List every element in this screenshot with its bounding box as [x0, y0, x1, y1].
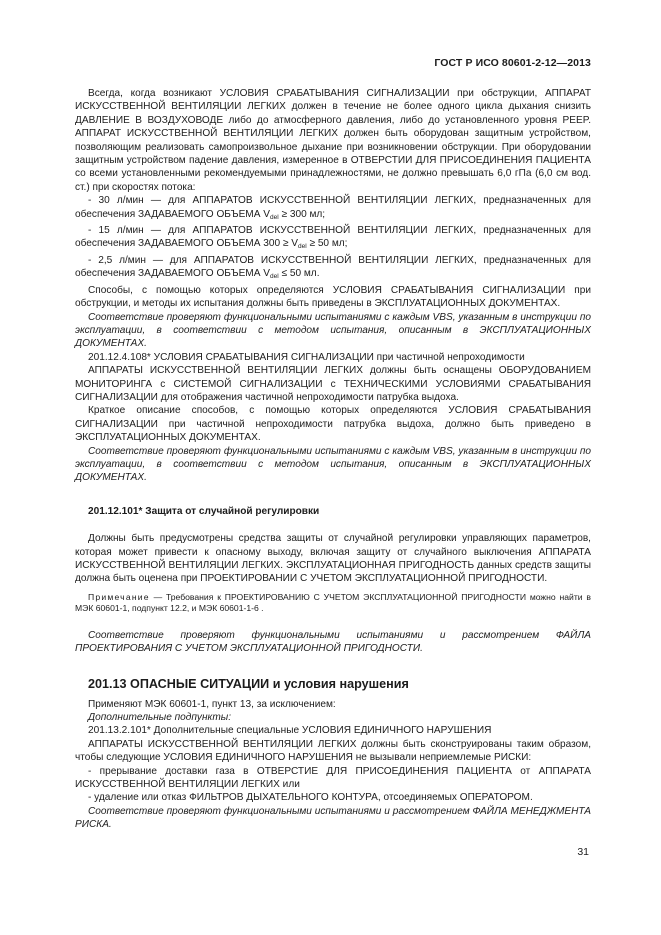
paragraph-alarm-obstruction: Всегда, когда возникают УСЛОВИЯ СРАБАТЫВАНИЯ СИГНАЛИЗАЦИИ при обструкции, АППАРАТ ИСКУССТВЕННОЙ ВЕНТИЛЯЦИИ ЛЕГКИХ должен в течение не более одного цикла дыхания снизить ДАВЛЕНИЕ В ВОЗДУХОВОДЕ либо до атмосферного давления, либо до установленного уровня PEEP. АППАРАТ ИСКУССТВЕННОЙ ВЕНТИЛЯЦИИ ЛЕГКИХ должен быть оборудован защитным устройством, позволяющим реализовать самопроизвольное дыхание при возникновении обструкции. При оборудовании защитным устройством падение давления, измеренное в ОТВЕРСТИИ ДЛЯ ПРИСОЕДИНЕНИЯ ПАЦИЕНТА со всеми установленными рекомендуемыми принадлежностями, не должно превышать 6,0 гПа (6,0 см вод. ст.) при скоростях потока:	[75, 88, 591, 193]
section-heading: 201.13 ОПАСНЫЕ СИТУАЦИИ и условия нарушения	[88, 676, 409, 691]
note: Примечание — Требования к ПРОЕКТИРОВАНИЮ С УЧЕТОМ ЭКСПЛУАТАЦИОННОЙ ПРИГОДНОСТИ можно найти в МЭК 60601-1, подпункт 12.2, и МЭК 60601-1-6 .	[75, 591, 591, 614]
paragraph-single-fault: АППАРАТЫ ИСКУССТВЕННОЙ ВЕНТИЛЯЦИИ ЛЕГКИХ должны быть сконструированы таким образом, чтобы следующие УСЛОВИЯ ЕДИНИЧНОГО НАРУШЕНИЯ не вызывали неприемлемые РИСКИ:	[75, 738, 591, 764]
paragraph-monitoring: АППАРАТЫ ИСКУССТВЕННОЙ ВЕНТИЛЯЦИИ ЛЕГКИХ должны быть оснащены ОБОРУДОВАНИЕМ МОНИТОРИНГА с СИСТЕМОЙ СИГНАЛИЗАЦИИ с ТЕХНИЧЕСКИМИ УСЛОВИЯМИ СРАБАТЫВАНИЯ СИГНАЛИЗАЦИИ для отображения частичной непроходимости патрубка выдоха.	[75, 365, 591, 403]
list-item-removal: - удаление или отказ ФИЛЬТРОВ ДЫХАТЕЛЬНОГО КОНТУРА, отсоединяемых ОПЕРАТОРОМ.	[88, 792, 533, 804]
standard-header: ГОСТ Р ИСО 80601-2-12—2013	[434, 57, 591, 69]
clause-201-13-2-101: 201.13.2.101* Дополнительные специальные УСЛОВИЯ ЕДИНИЧНОГО НАРУШЕНИЯ	[88, 725, 492, 737]
compliance-check-4: Соответствие проверяют функциональными испытаниями и рассмотрением ФАЙЛА МЕНЕДЖМЕНТА РИСКА.	[75, 805, 591, 831]
page-number: 31	[577, 846, 589, 858]
list-item-2-5: - 2,5 л/мин — для АППАРАТОВ ИСКУССТВЕННОЙ ВЕНТИЛЯЦИИ ЛЕГКИХ, предназначенных для обеспечения ЗАДАВАЕМОГО ОБЪЕМА Vdel ≤ 50 мл.	[75, 254, 591, 281]
compliance-check-2: Соответствие проверяют функциональными испытаниями с каждым VBS, указанным в инструкции по эксплуатации, в соответствии с методом испытания, описанным в ЭКСПЛУАТАЦИОННЫХ ДОКУМЕНТАХ.	[75, 445, 591, 484]
list-item-15: - 15 л/мин — для АППАРАТОВ ИСКУССТВЕННОЙ ВЕНТИЛЯЦИИ ЛЕГКИХ, предназначенных для обеспечения ЗАДАВАЕМОГО ОБЪЕМА 300 ≥ Vdel ≥ 50 мл;	[75, 225, 591, 251]
list-item-interruption: - прерывание доставки газа в ОТВЕРСТИЕ ДЛЯ ПРИСОЕДИНЕНИЯ ПАЦИЕНТА от АППАРАТА ИСКУССТВЕННОЙ ВЕНТИЛЯЦИИ ЛЕГКИХ или	[75, 765, 591, 791]
compliance-check-1: Соответствие проверяют функциональными испытаниями с каждым VBS, указанным в инструкции по эксплуатации, в соответствии с методом испытания, описанным в ЭКСПЛУАТАЦИОННЫХ ДОКУМЕНТАХ.	[75, 311, 591, 350]
paragraph-description: Краткое описание способов, с помощью которых определяются УСЛОВИЯ СРАБАТЫВАНИЯ СИГНАЛИЗАЦИИ при частичной непроходимости патрубка выдоха, должно быть приведено в ЭКСПЛУАТАЦИОННЫХ ДОКУМЕНТАХ.	[75, 405, 591, 444]
list-item-30: - 30 л/мин — для АППАРАТОВ ИСКУССТВЕННОЙ ВЕНТИЛЯЦИИ ЛЕГКИХ, предназначенных для обеспечения ЗАДАВАЕМОГО ОБЪЕМА Vdel ≥ 300 мл;	[75, 195, 591, 221]
compliance-check-3: Соответствие проверяют функциональными испытаниями и рассмотрением ФАЙЛА ПРОЕКТИРОВАНИЯ С УЧЕТОМ ЭКСПЛУАТАЦИОННОЙ ПРИГОДНОСТИ.	[75, 629, 591, 655]
clause-201-12-4-108: 201.12.4.108* УСЛОВИЯ СРАБАТЫВАНИЯ СИГНАЛИЗАЦИИ при частичной непроходимости	[88, 351, 525, 363]
subsection-heading: 201.12.101* Защита от случайной регулировки	[88, 505, 320, 517]
paragraph-methods: Способы, с помощью которых определяются УСЛОВИЯ СРАБАТЫВАНИЯ СИГНАЛИЗАЦИИ при обструкции, и методы их испытания должны быть приведены в ЭКСПЛУАТАЦИОННЫХ ДОКУМЕНТАХ.	[75, 284, 591, 310]
paragraph-apply: Применяют МЭК 60601-1, пункт 13, за исключением:	[88, 698, 336, 710]
paragraph-protection: Должны быть предусмотрены средства защиты от случайной регулировки управляющих параметров, которая может привести к опасному выходу, включая защиту от случайного выключения АППАРАТА ИСКУССТВЕННОЙ ВЕНТИЛЯЦИИ ЛЕГКИХ. ЭКСПЛУАТАЦИОННАЯ ПРИГОДНОСТЬ данных средств защиты должна быть оценена при ПРОЕКТИРОВАНИИ С УЧЕТОМ ЭКСПЛУАТАЦИОННОЙ ПРИГОДНОСТИ.	[75, 533, 591, 585]
additional-subclauses: Дополнительные подпункты:	[88, 712, 232, 724]
page-content	[75, 87, 591, 832]
